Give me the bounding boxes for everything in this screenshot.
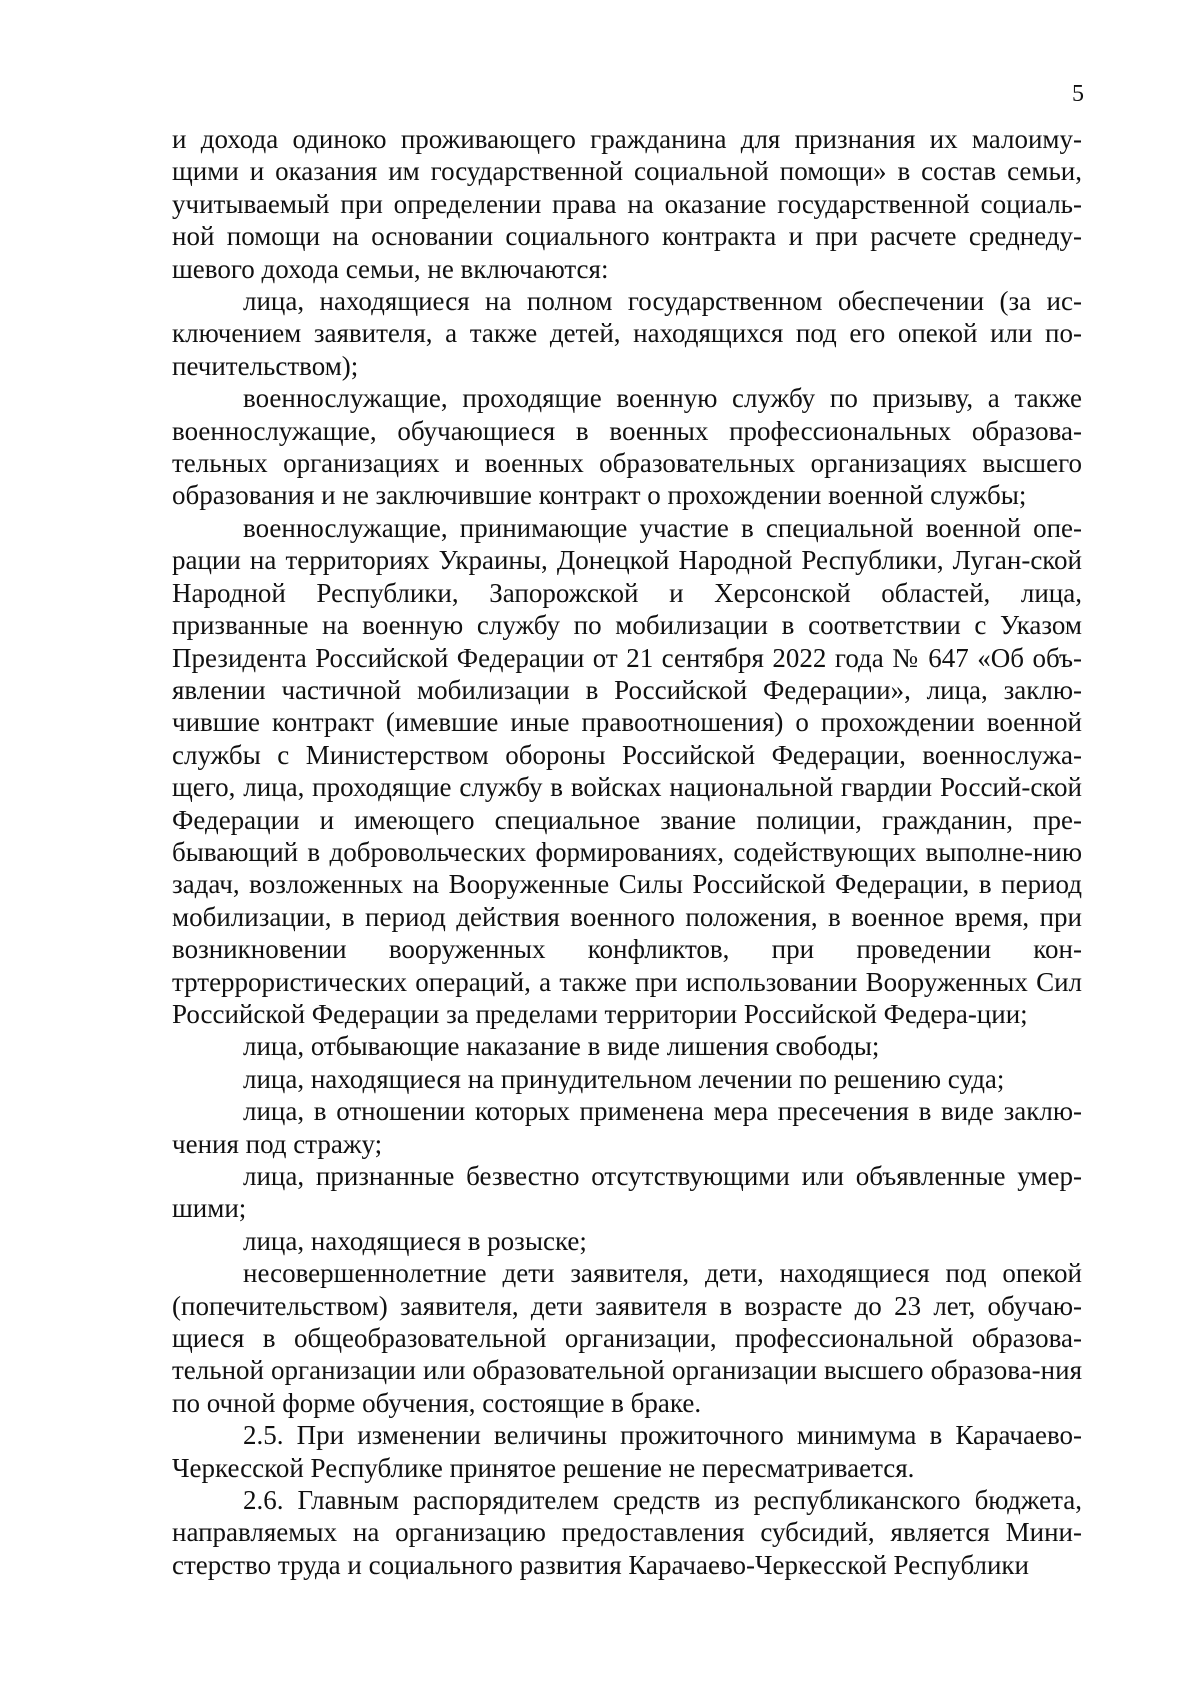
paragraph-list-item: несовершеннолетние дети заявителя, дети, находящиеся под опекой (попечительством) заявителя, дети заявителя в возрасте до 23 лет, обучаю-щиеся в общеобразовательной организации, профессиональной образова-тельной организации или образовательной организации высшего образова-ния по очной форме обучения, состоящие в браке. xyxy=(172,1258,1082,1418)
paragraph-list-item: лица, в отношении которых применена мера пресечения в виде заклю-чения под стражу; xyxy=(172,1096,1082,1159)
paragraph-continuation: и дохода одиноко проживающего гражданина для признания их малоиму-щими и оказания им государственной социальной помощи» в состав семьи, учитываемый при определении права на оказание государственной социаль-ной помощи на основании социального контракта и при расчете среднеду-шевого дохода семьи, не включаются: xyxy=(172,124,1082,284)
paragraph-list-item: лица, находящиеся на полном государственном обеспечении (за ис-ключением заявителя, а также детей, находящихся под его опекой или по-печительством); xyxy=(172,286,1082,381)
paragraph-list-item: лица, признанные безвестно отсутствующими или объявленные умер-шими; xyxy=(172,1161,1082,1224)
paragraph-list-item: лица, находящиеся в розыске; xyxy=(243,1225,587,1256)
document-body xyxy=(172,123,1082,1581)
paragraph-list-item: военнослужащие, проходящие военную службу по призыву, а также военнослужащие, обучающиеся в военных профессиональных образова-тельных организациях и военных образовательных организациях высшего образования и не заключившие контракт о прохождении военной службы; xyxy=(172,383,1082,511)
page-number: 5 xyxy=(1072,81,1084,107)
paragraph-list-item: лица, находящиеся на принудительном лечении по решению суда; xyxy=(243,1063,1005,1094)
paragraph-list-item: лица, отбывающие наказание в виде лишения свободы; xyxy=(243,1031,880,1062)
paragraph-list-item: военнослужащие, принимающие участие в специальной военной опе-рации на территориях Украины, Донецкой Народной Республики, Луган-ской Народной Республики, Запорожской и Херсонской областей, лица, призванные на военную службу по мобилизации в соответствии с Указом Президента Российской Федерации от 21 сентября 2022 года № 647 «Об объ-явлении частичной мобилизации в Российской Федерации», лица, заклю-чившие контракт (имевшие иные правоотношения) о прохождении военной службы с Министерством обороны Российской Федерации, военнослужа-щего, лица, проходящие службу в войсках национальной гвардии Россий-ской Федерации и имеющего специальное звание полиции, гражданин, пре-бывающий в добровольческих формированиях, содействующих выполне-нию задач, возложенных на Вооруженные Силы Российской Федерации, в период мобилизации, в период действия военного положения, в военное время, при возникновении вооруженных конфликтов, при проведении кон-тртеррористических операций, а также при использовании Вооруженных Сил Российской Федерации за пределами территории Российской Федера-ции; xyxy=(172,512,1082,1029)
paragraph-clause-2-5: 2.5. При изменении величины прожиточного минимума в Карачаево-Черкесской Республике принятое решение не пересматривается. xyxy=(172,1420,1082,1483)
paragraph-clause-2-6: 2.6. Главным распорядителем средств из республиканского бюджета, направляемых на организацию предоставления субсидий, является Мини-стерство труда и социального развития Карачаево-Черкесской Республики xyxy=(172,1485,1082,1580)
